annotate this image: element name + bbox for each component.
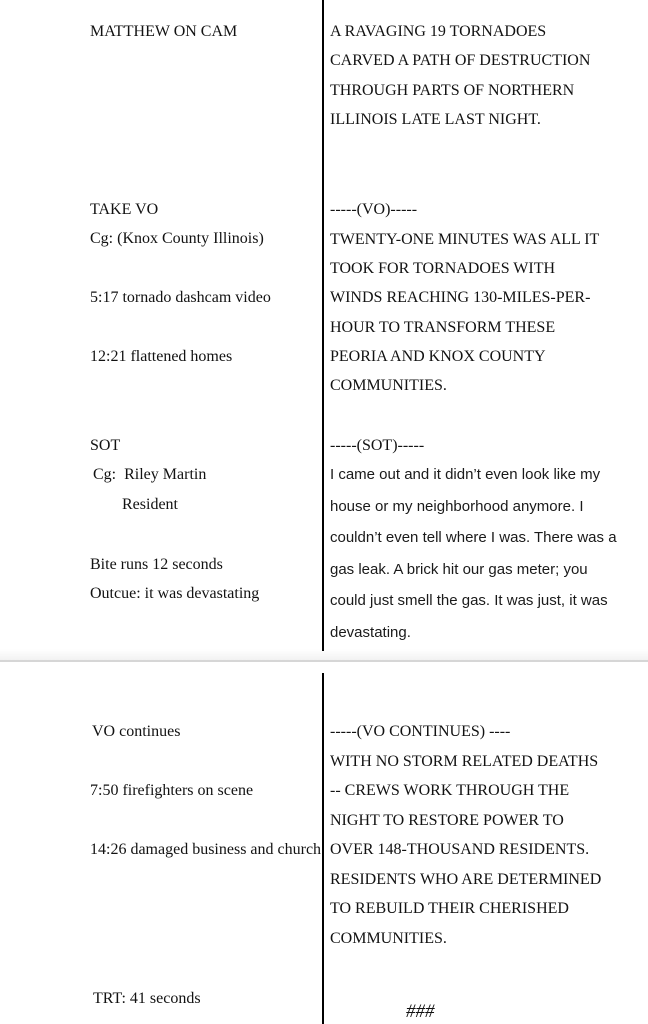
script-line: WITH NO STORM RELATED DEATHS bbox=[330, 753, 599, 770]
sot-quote-line: I came out and it didn’t even look like my bbox=[330, 466, 601, 483]
cue-sot: SOT bbox=[90, 437, 121, 454]
script-sot-slug: -----(SOT)----- bbox=[330, 437, 425, 454]
script-line: RESIDENTS WHO ARE DETERMINED bbox=[330, 871, 602, 888]
script-line: TOOK FOR TORNADOES WITH bbox=[330, 260, 556, 277]
script-vo-continues-slug: -----(VO CONTINUES) ---- bbox=[330, 723, 511, 740]
cue-bite-runs: Bite runs 12 seconds bbox=[90, 556, 223, 573]
cue-timestamp-dashcam: 5:17 tornado dashcam video bbox=[90, 289, 271, 306]
script-line: TWENTY-ONE MINUTES WAS ALL IT bbox=[330, 231, 600, 248]
cue-outcue: Outcue: it was devastating bbox=[90, 585, 260, 602]
sot-quote-line: could just smell the gas. It was just, it was bbox=[330, 592, 608, 609]
cue-cg-riley-martin: Cg: Riley Martin bbox=[93, 466, 207, 483]
script-line: COMMUNITIES. bbox=[330, 930, 447, 947]
script-line: CARVED A PATH OF DESTRUCTION bbox=[330, 52, 591, 69]
script-line: A RAVAGING 19 TORNADOES bbox=[330, 23, 547, 40]
cue-anchor-on-cam: MATTHEW ON CAM bbox=[90, 23, 238, 40]
sot-quote-line: devastating. bbox=[330, 624, 411, 641]
cue-vo-continues: VO continues bbox=[92, 723, 181, 740]
cue-timestamp-homes: 12:21 flattened homes bbox=[90, 348, 233, 365]
column-divider-page2 bbox=[322, 673, 324, 1024]
script-line: WINDS REACHING 130-MILES-PER- bbox=[330, 289, 591, 306]
script-line: PEORIA AND KNOX COUNTY bbox=[330, 348, 546, 365]
cue-cg-knox-county: Cg: (Knox County Illinois) bbox=[90, 230, 264, 247]
cue-timestamp-business: 14:26 damaged business and church bbox=[90, 841, 322, 858]
page-break-divider bbox=[0, 649, 648, 662]
sot-quote-line: gas leak. A brick hit our gas meter; you bbox=[330, 561, 588, 578]
end-of-script-mark: ### bbox=[406, 1001, 435, 1022]
script-line: THROUGH PARTS OF NORTHERN bbox=[330, 82, 575, 99]
cue-timestamp-firefighters: 7:50 firefighters on scene bbox=[90, 782, 254, 799]
sot-quote-line: house or my neighborhood anymore. I bbox=[330, 498, 584, 515]
script-line: ILLINOIS LATE LAST NIGHT. bbox=[330, 111, 541, 128]
sot-quote-line: couldn’t even tell where I was. There was a bbox=[330, 529, 617, 546]
cue-trt: TRT: 41 seconds bbox=[93, 990, 201, 1007]
script-line: HOUR TO TRANSFORM THESE bbox=[330, 319, 556, 336]
script-line: NIGHT TO RESTORE POWER TO bbox=[330, 812, 564, 829]
script-line: TO REBUILD THEIR CHERISHED bbox=[330, 900, 569, 917]
script-line: OVER 148-THOUSAND RESIDENTS. bbox=[330, 841, 590, 858]
column-divider-page1 bbox=[322, 0, 324, 651]
cue-cg-resident: Resident bbox=[122, 496, 178, 513]
cue-take-vo: TAKE VO bbox=[90, 201, 159, 218]
script-line: COMMUNITIES. bbox=[330, 377, 447, 394]
script-vo-slug: -----(VO)----- bbox=[330, 201, 418, 218]
script-line: -- CREWS WORK THROUGH THE bbox=[330, 782, 570, 799]
